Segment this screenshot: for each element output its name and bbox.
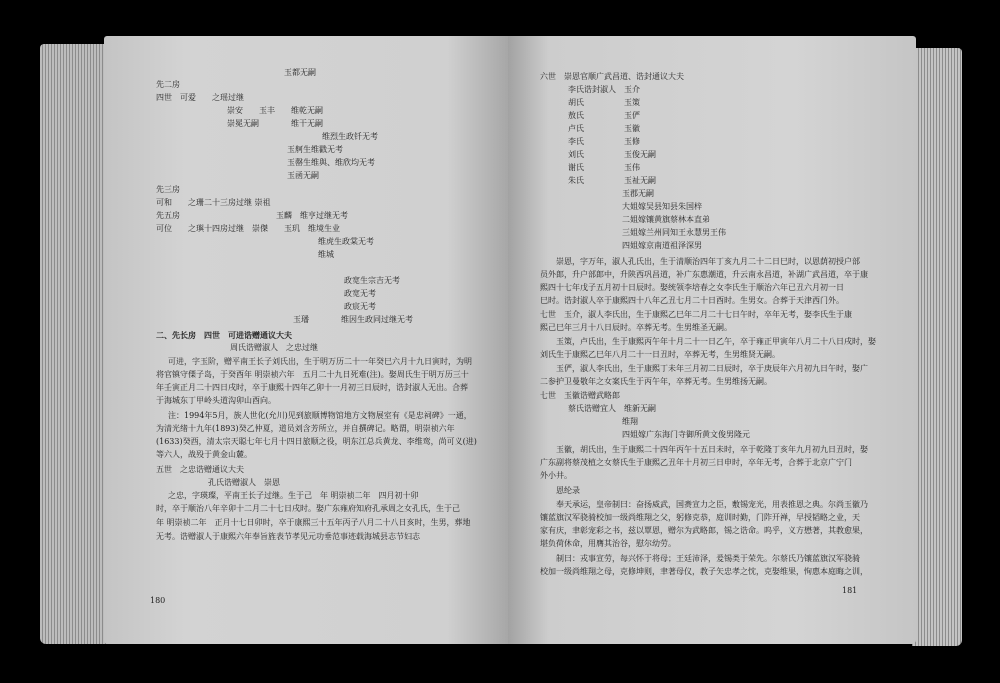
left-page-text-line: 玉璠 维因生政同过继无考 (293, 315, 413, 324)
left-page-text-line: 政宽生宗吉无考 (344, 276, 400, 285)
left-page-text-line: 孔氏诰赠淑人 崇恩 (208, 478, 280, 487)
right-page-text-line: 维翔 (622, 417, 638, 426)
right-page-text-line: 堪负荷休命，用膺其治谷，慰尔幼劳。 (540, 539, 676, 548)
left-page-text-line: 五世 之忠诰赠通议大夫 (156, 465, 244, 474)
right-page-text-line: 外小井。 (540, 471, 572, 480)
right-page-text-line: 李氏 玉修 (568, 137, 640, 146)
right-page-text-line: 玉徽，胡氏出，生于康熙二十四年丙午十五日未时，卒于乾隆丁亥年九月初九日丑时，娶 (556, 445, 868, 454)
right-page-number: 181 (842, 586, 858, 595)
right-page-text-line: 奉天承运，皇帝制曰：奋扬威武，国赉宣力之臣，敷锡宠光，用表推恩之典。尔尚玉徽乃 (556, 500, 868, 509)
left-page-text-line: 周氏诰赠淑人 之忠过继 (230, 343, 318, 352)
left-page-text-line: 维虎生政棠无考 (318, 237, 374, 246)
left-page-text-line: 玉函无嗣 (287, 171, 319, 180)
left-page-text-line: 年 明崇祯二年 正月十七日卯时，卒于康熙三十五年丙子八月二十八日亥时，生男，葬地 (156, 518, 471, 527)
left-page-text-line: 于海城东丁甲岭头道沟卯山酉向。 (156, 396, 276, 405)
right-page-text-line: 三姐嫁兰州同知王永慧男王伟 (622, 228, 726, 237)
left-page-text-line: 先三房 (156, 185, 180, 194)
left-page-text-line: 政宽无考 (344, 289, 376, 298)
right-page-text-line: 朱氏 玉祉无嗣 (568, 176, 656, 185)
right-page-text-line: 玉策，卢氏出，生于康熙丙午年十月二十一日乙午，卒于雍正甲寅年八月二十八日戌时，娶 (556, 337, 876, 346)
right-page-text-line: 李氏诰封淑人 玉介 (568, 85, 640, 94)
right-page-text-line: 四姐嫁京南道祖泽深男 (622, 241, 702, 250)
right-page-text-line: 家有庆，聿彰宠彩之书，兹以覃恩，赠尔为武略郎，锡之诰命。呜乎，义方懋著，其教愈果， (540, 526, 868, 535)
left-page-text-line: 注：1994年5月，族人世化(允川)见到旅顺博物馆地方文物展室有《是忠祠碑》一通， (168, 411, 472, 420)
right-page-text-line: 崇恩，字万年，淑人孔氏出，生于清顺治四年丁亥九月二十二日巳时，以恩荫初授户部 (556, 257, 860, 266)
left-page-text-line: 先二房 (156, 80, 180, 89)
right-page-text-line: 广东副将蔡茂植之女蔡氏生于康熙乙丑年十月初三日申时，卒年无考，合葬于北京广宁门 (540, 458, 852, 467)
right-page-text-line: 校加一级尚维翔之母，克修坤则，聿著母仪，教子矢忠孝之忱，克娶维果，恂惠本庭晦之训， (540, 567, 868, 576)
right-page-text-line: 蔡氏诰赠宜人 维新无嗣 (568, 404, 656, 413)
right-page-text-line: 巳时。诰封淑人卒于康熙四十八年乙丑七月二十日酉时。生男女。合葬于天津西门外。 (540, 296, 844, 305)
right-page-text-line: 玉郡无嗣 (622, 189, 654, 198)
left-page (104, 36, 508, 644)
right-page-text-line: 谢氏 玉伟 (568, 163, 640, 172)
right-page-text-line: 二参护卫曼敬年之女案氏生于丙午年，卒葬无考。生男维扬无嗣。 (540, 377, 772, 386)
left-page-text-line: 等六人，战殁于黄金山麓。 (156, 450, 252, 459)
book-left-edge (40, 44, 110, 644)
right-page-text-line: 卢氏 玉徽 (568, 124, 640, 133)
left-page-text-line: 时，卒于顺治八年辛卯十二月二十七日戌时。娶广东雍府知府孔承周之女孔氏，生于己 (156, 504, 460, 513)
right-page-text-line: 刘氏 玉俊无嗣 (568, 150, 656, 159)
left-page-text-line: 将官镇守傈子岛，于癸酉年 明崇祯六年 五月二十九日死难(注)。娶周氏生于明万历三十 (156, 370, 469, 379)
book-right-edge (912, 48, 962, 646)
left-page-text-line: 可和 之珊二十三房过继 崇祖 (156, 198, 271, 207)
right-page-text-line: 七世 玉徽诰赠武略郎 (540, 391, 620, 400)
left-page-text-line: 政宸无考 (344, 302, 376, 311)
right-page-text-line: 大姐嫁吴县知县朱国梓 (622, 202, 702, 211)
left-page-text-line: 为清光绪十九年(1893)癸乙仲夏，道员刘含芳所立，并自撰碑记。略谓，明崇祯六年 (156, 424, 455, 433)
right-page-text-line: 六世 崇恩官顺广武昌道、诰封通议大夫 (540, 72, 684, 81)
right-page-text-line: 二姐嫁镶黄旗蔡林本直弟 (622, 215, 710, 224)
left-page-text-line: 崇安 玉丰 维乾无嗣 (227, 106, 323, 115)
left-page-text-line: 之忠，字瑛璨，平南王长子过继。生于己 年 明崇祯二年 四月初十卯 (168, 491, 419, 500)
right-page-text-line: 七世 玉介，淑人李氏出，生于康熙乙巳年二月二十七日午时，卒年无考，娶李氏生于康 (540, 310, 852, 319)
left-page-text-line: 先五房 玉麟 维亨过继无考 (156, 211, 348, 220)
right-page-text-line: 胡氏 玉策 (568, 98, 640, 107)
right-page-text-line: 玉俨，淑人李氏出，生于康熙丁未年三月初二日辰时，卒于庚辰年六月初九日午时，娶广 (556, 364, 868, 373)
left-page-text-line: 可位 之璵十四房过继 崇傑 玉玑 维境生业 (156, 224, 340, 233)
left-page-text-line: 玉都无嗣 (284, 68, 316, 77)
right-page-text-line: 制曰：戎事宣劳，每兴怀于将母；王廷沛泽，爰锡类于荣先。尔蔡氏乃镶蓝旗汉军骁骑 (556, 554, 860, 563)
right-page-text-line: 员外郎，升户部郎中，升陕西巩昌道，补广东惠潮道，升云南永昌道，补湖广武昌道，卒于康 (540, 270, 868, 279)
left-page-text-line: 无考。诰赠淑人于康熙六年奉旨旌表节孝见元功垂范事迹载海城县志节妇志 (156, 532, 420, 541)
right-page-text-line: 刘氏生于康熙乙巳年八月二十一日丑时，卒葬无考，生男维贤无嗣。 (540, 350, 780, 359)
right-page (508, 36, 916, 644)
left-page-text-line: 年壬寅正月二十四日戌时，卒于康熙十四年乙卯十一月初三日辰时，诰封淑人无出。合葬 (156, 383, 468, 392)
left-page-text-line: 维城 (318, 250, 334, 259)
right-page-text-line: 敖氏 玉俨 (568, 111, 640, 120)
left-page-text-line: 崇冕无嗣 维干无嗣 (227, 119, 323, 128)
right-page-text-line: 熙四十七年戊子五月初十日辰时。娶统领李培春之女李氏生于顺治六年已丑六月初一日 (540, 283, 844, 292)
left-page-text-line: 四世 可爱 之瑶过继 (156, 93, 244, 102)
right-page-text-line: 镶蓝旗汉军骁骑校加一级尚维翔之父，躬修克恭，庭训时勤，门阼开禅，早授韬略之业，天 (540, 513, 860, 522)
right-page-text-line: 熙己巳年三月十八日辰时。卒葬无考。生男维圣无嗣。 (540, 323, 732, 332)
left-page-text-line: 玉罄生维與、维欣均无考 (287, 158, 375, 167)
left-page-text-line: (1633)癸酉，清太宗天聪七年七月十四日旅顺之役，明东江总兵黄龙、李维鸾，尚可义(进) (156, 437, 477, 446)
left-page-text-line: 二、先长房 四世 可进诰赠通议大夫 (156, 330, 292, 340)
left-page-text-line: 玉舸生维戳无考 (287, 145, 343, 154)
left-page-number: 180 (150, 596, 166, 605)
left-page-text-line: 维烈生政钎无考 (322, 132, 378, 141)
right-page-text-line: 恩纶录 (556, 486, 580, 495)
left-page-text-line: 可进，字玉阶，赠平南王长子刘氏出，生于明万历二十一年癸巳六月十九日寅时，为明 (168, 357, 472, 366)
right-page-text-line: 四姐嫁广东海门寺御所黄文俊男隆元 (622, 430, 750, 439)
